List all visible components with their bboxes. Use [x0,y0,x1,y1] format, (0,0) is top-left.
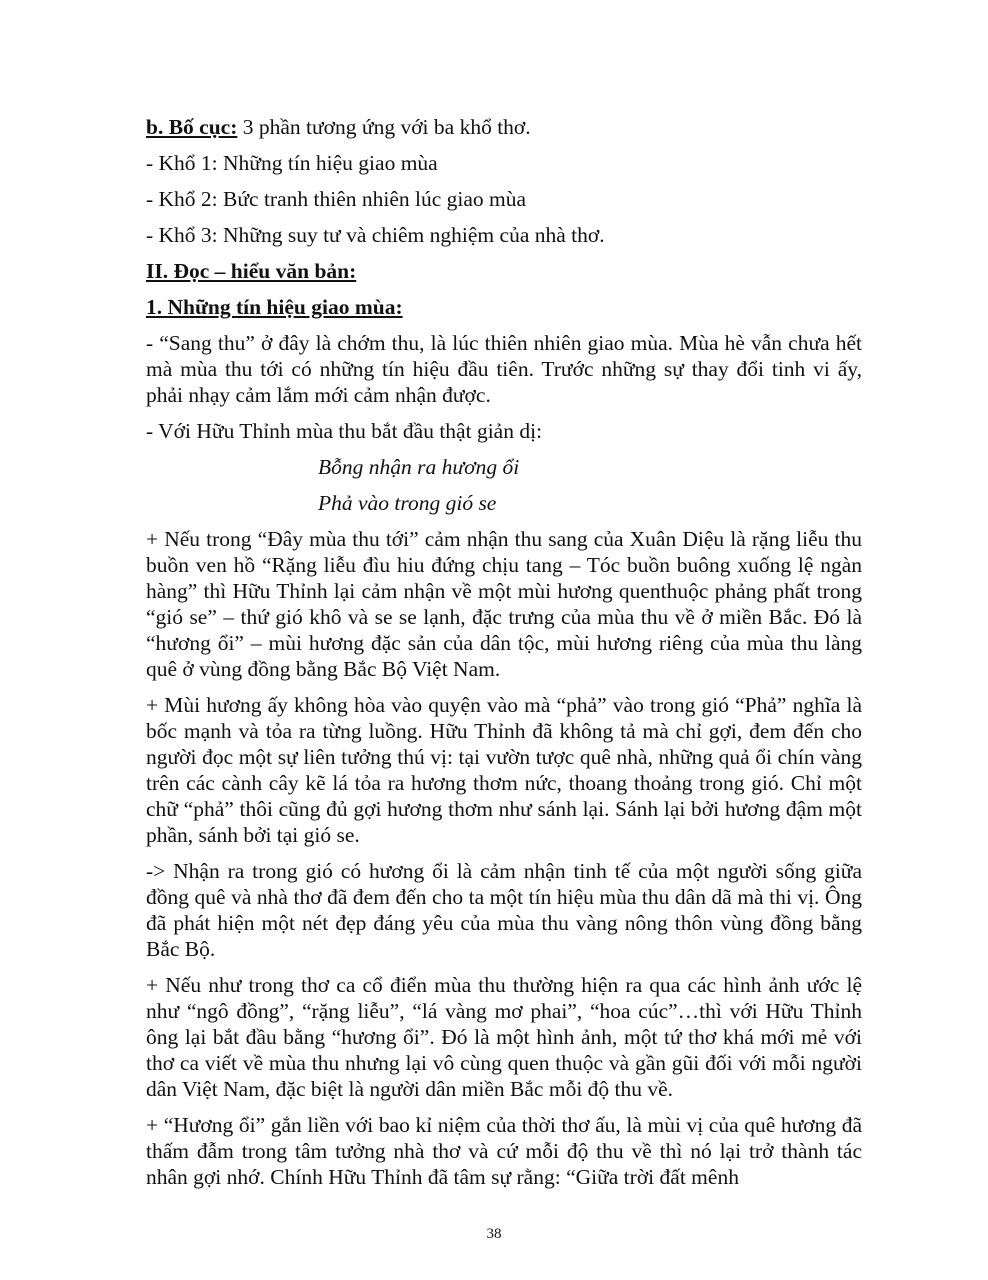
page-number: 38 [486,1226,502,1242]
paragraph-2: - Với Hữu Thỉnh mùa thu bắt đầu thật giản dị: [146,419,543,443]
analysis-paragraph-3: -> Nhận ra trong gió có hương ổi là cảm nhận tinh tế của một người sống giữa đồng quê và nhà thơ đã đem đến cho ta một tín hiệu mùa thu dân dã mà thi vị. Ông đã phát hiện một nét đẹp đáng yêu của mùa thu vàng nông thôn vùng đồng bằng Bắc Bộ. [146,859,862,961]
structure-label: b. Bố cục: [146,115,238,139]
structure-item-1: - Khổ 1: Những tín hiệu giao mùa [146,151,438,175]
structure-line [146,114,862,140]
subsection-heading: 1. Những tín hiệu giao mùa: [146,295,403,319]
poem-line-1: Bỗng nhận ra hương ổi [318,455,520,479]
structure-item-3: - Khổ 3: Những suy tư và chiêm nghiệm của nhà thơ. [146,223,605,247]
document-page [146,114,862,1200]
analysis-paragraph-1: + Nếu trong “Đây mùa thu tới” cảm nhận thu sang của Xuân Diệu là rặng liễu thu buồn ven hồ “Rặng liễu đìu hiu đứng chịu tang – Tóc buồn buông xuống lệ ngàn hàng” thì Hữu Thỉnh lại cảm nhận về một mùi hương quenthuộc phảng phất trong “gió se” – thứ gió khô và se se lạnh, đặc trưng của mùa thu về ở miền Bắc. Đó là “hương ổi” – mùi hương đặc sản của dân tộc, mùi hương riêng của mùa thu làng quê ở vùng đồng bằng Bắc Bộ Việt Nam. [146,527,862,681]
structure-item-2: - Khổ 2: Bức tranh thiên nhiên lúc giao mùa [146,187,527,211]
structure-text: 3 phần tương ứng với ba khổ thơ. [237,115,531,139]
analysis-paragraph-5: + “Hương ổi” gắn liền với bao kỉ niệm của thời thơ ấu, là mùi vị của quê hương đã thấm đẫm trong tâm tưởng nhà thơ và cứ mỗi độ thu về thì nó lại trở thành tác nhân gợi nhớ. Chính Hữu Thỉnh đã tâm sự rằng: “Giữa trời đất mênh [146,1113,862,1189]
section-heading: II. Đọc – hiểu văn bản: [146,259,357,283]
analysis-paragraph-2: + Mùi hương ấy không hòa vào quyện vào mà “phả” vào trong gió “Phả” nghĩa là bốc mạnh và tỏa ra từng luồng. Hữu Thỉnh đã không tả mà chỉ gợi, đem đến cho người đọc một sự liên tưởng thú vị: tại vườn tược quê nhà, những quả ổi chín vàng trên các cành cây kẽ lá tỏa ra hương thơm nức, thoang thoảng trong gió. Chỉ một chữ “phả” thôi cũng đủ gợi hương thơm như sánh lại. Sánh lại bởi hương đậm một phần, sánh bởi tại gió se. [146,693,862,847]
paragraph-1: - “Sang thu” ở đây là chớm thu, là lúc thiên nhiên giao mùa. Mùa hè vẫn chưa hết mà mùa thu tới có những tín hiệu đầu tiên. Trước những sự thay đổi tinh vi ấy, phải nhạy cảm lắm mới cảm nhận được. [146,331,862,407]
analysis-paragraph-4: + Nếu như trong thơ ca cổ điển mùa thu thường hiện ra qua các hình ảnh ước lệ như “ngô đồng”, “rặng liễu”, “lá vàng mơ phai”, “hoa cúc”…thì với Hữu Thỉnh ông lại bắt đầu bằng “hương ổi”. Đó là một hình ảnh, một tứ thơ khá mới mẻ với thơ ca viết về mùa thu nhưng lại vô cùng quen thuộc và gần gũi đối với mỗi người dân Việt Nam, đặc biệt là người dân miền Bắc mỗi độ thu về. [146,973,862,1101]
poem-line-2: Phả vào trong gió se [318,491,497,515]
